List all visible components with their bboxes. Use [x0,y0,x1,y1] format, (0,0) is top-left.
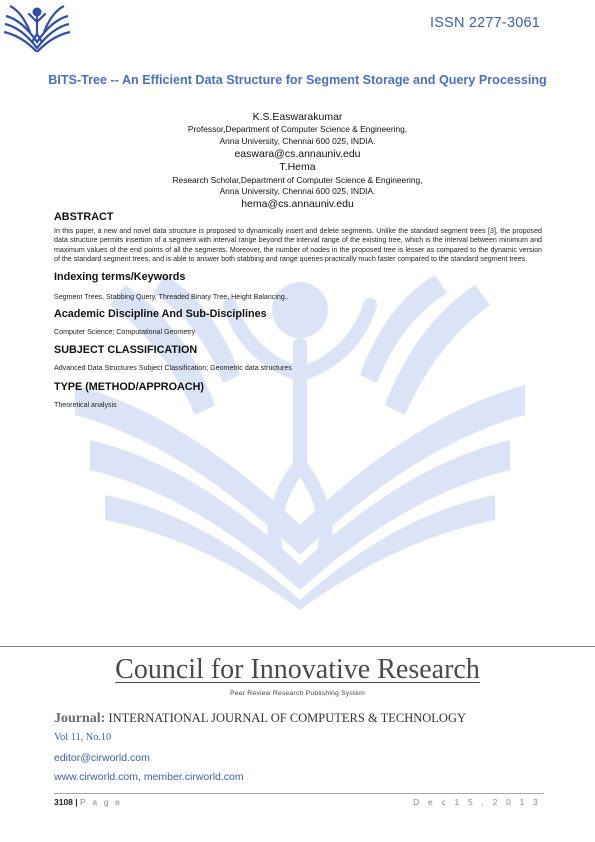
footer-divider [0,646,595,647]
author-affiliation: Research Scholar,Department of Computer Science & Engineering, [172,175,423,185]
bottom-divider [54,793,544,794]
section-heading-abstract: ABSTRACT [54,211,114,223]
author-name: T.Hema [279,161,316,173]
journal-label: Journal: [54,711,106,726]
keywords-text: Segment Trees, Stabbing Query, Threaded Binary Tree, Height Balancing.. [54,293,289,301]
author-affiliation: Anna University, Chennai 600 025, INDIA. [219,186,376,196]
type-text: Theoretical analysis [54,401,117,409]
journal-line [54,711,466,727]
subject-classification-text: Advanced Data Structures Subject Classification; Geometric data structures [54,364,292,372]
page-word: P a g e [80,797,123,807]
page-number-value: 3108 [54,797,73,807]
author-affiliation: Anna University, Chennai 600 025, INDIA. [219,136,376,146]
section-heading-subject-classification: SUBJECT CLASSIFICATION [54,344,198,356]
journal-name: INTERNATIONAL JOURNAL OF COMPUTERS & TECHNOLOGY [108,711,466,725]
discipline-text: Computer Science; Computational Geometry [54,328,196,336]
publisher-name: Council for Innovative Research [115,654,480,685]
journal-volume: Vol 11, No.10 [54,732,112,743]
editor-email-link[interactable]: editor@cirworld.com [54,752,150,764]
page-number: 3108 | P a g e [54,797,123,807]
website-links[interactable]: www.cirworld.com, member.cirworld.com [54,771,244,783]
issn-number: ISSN 2277-3061 [429,15,540,31]
issue-date: D e c 1 5 , 2 0 1 3 [413,797,541,807]
section-heading-discipline: Academic Discipline And Sub-Disciplines [54,308,267,320]
abstract-text: In this paper, a new and novel data structure is proposed to dynamically insert and delete segments. Unlike the standard segment trees [3], the proposed data structure permits insertion of a segment with interval range beyond the interval range of the existing tree, which is the interval between minimum and maximum values of the end points of all the segments. Moreover, the number of nodes in the proposed tree is lesser as compared to the dynamic version of the standard segment trees, and is able to answer both stabbing and range queries practically much faster compared to the standard segment trees. [54,227,542,263]
author-name: K.S.Easwarakumar [252,111,343,123]
open-book-logo-icon [2,2,72,52]
paper-title: BITS-Tree -- An Efficient Data Structure for Segment Storage and Query Processing [48,73,547,87]
author-email: hema@cs.annauniv.edu [241,198,354,210]
section-heading-type: TYPE (METHOD/APPROACH) [54,381,204,393]
publisher-tagline: Peer Review Research Publishing System [230,690,365,697]
author-email: easwara@cs.annauniv.edu [234,148,361,160]
author-affiliation: Professor,Department of Computer Science & Engineering, [187,124,408,134]
section-heading-keywords: Indexing terms/Keywords [54,271,186,283]
